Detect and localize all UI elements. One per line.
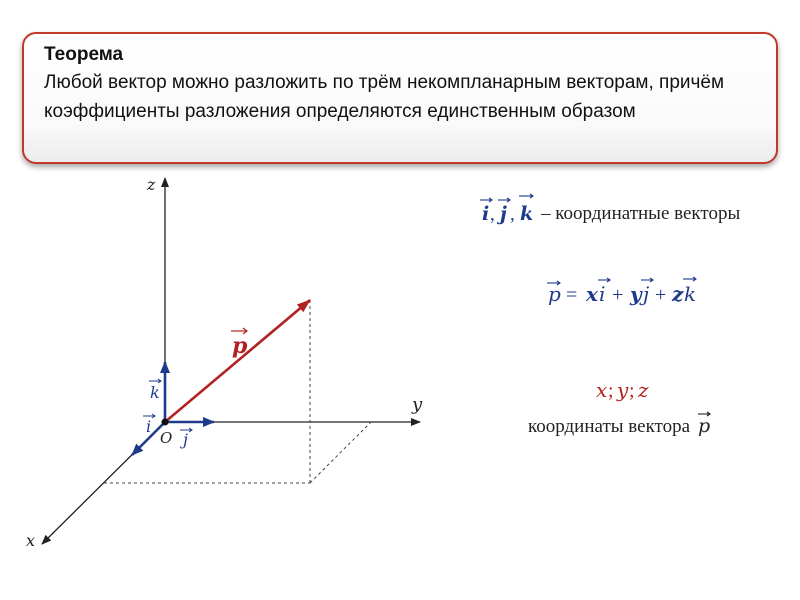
theorem-title: Теорема (44, 44, 124, 65)
coords-caption-p: p (698, 415, 711, 437)
formula-plus-1: + (612, 284, 624, 306)
label-p-text: p (232, 333, 248, 359)
coord-z: z (638, 378, 649, 402)
formula-eq: = (566, 284, 578, 306)
vector-p (165, 300, 310, 422)
formula-j: j (643, 282, 650, 306)
note-j: j (500, 203, 507, 225)
note-comma-2: , (510, 204, 515, 225)
axis-label-y: y (412, 394, 423, 415)
note-k: k (520, 203, 534, 225)
theorem-text: Любой вектор можно разложить по трём некомпланарным векторам, причём коэффициенты разложения определяются единственным образом (44, 72, 725, 122)
label-j-text: j (183, 430, 188, 449)
coord-sep-1: ; (608, 380, 614, 402)
label-k-text: k (150, 383, 160, 402)
formula-y: y (630, 282, 642, 306)
coord-sep-2: ; (629, 380, 635, 402)
label-k (149, 379, 161, 402)
label-p (231, 328, 248, 359)
formula-i: i (599, 282, 606, 306)
coord-vectors-note (480, 194, 740, 225)
coord-x: x (596, 378, 608, 402)
coords-caption: координаты вектора (528, 416, 691, 437)
formula-k: k (684, 282, 697, 306)
axis-label-z: z (147, 175, 156, 194)
formula-x: x (586, 282, 598, 306)
decomposition-formula (547, 277, 696, 306)
formula-p: p (548, 282, 561, 306)
axis-label-x: x (26, 531, 36, 550)
coord-y: y (617, 378, 629, 402)
origin-point (162, 419, 169, 426)
origin-label: O (160, 429, 173, 447)
formula-z: z (672, 282, 684, 306)
coordinates-note (528, 378, 710, 437)
coord-vectors-label: – координатные векторы (541, 203, 741, 224)
label-j (180, 428, 192, 449)
note-comma-1: , (490, 204, 495, 225)
formula-plus-2: + (655, 284, 667, 306)
projection-lines (104, 300, 371, 483)
label-i-text: i (146, 417, 152, 436)
note-i: i (482, 203, 490, 225)
